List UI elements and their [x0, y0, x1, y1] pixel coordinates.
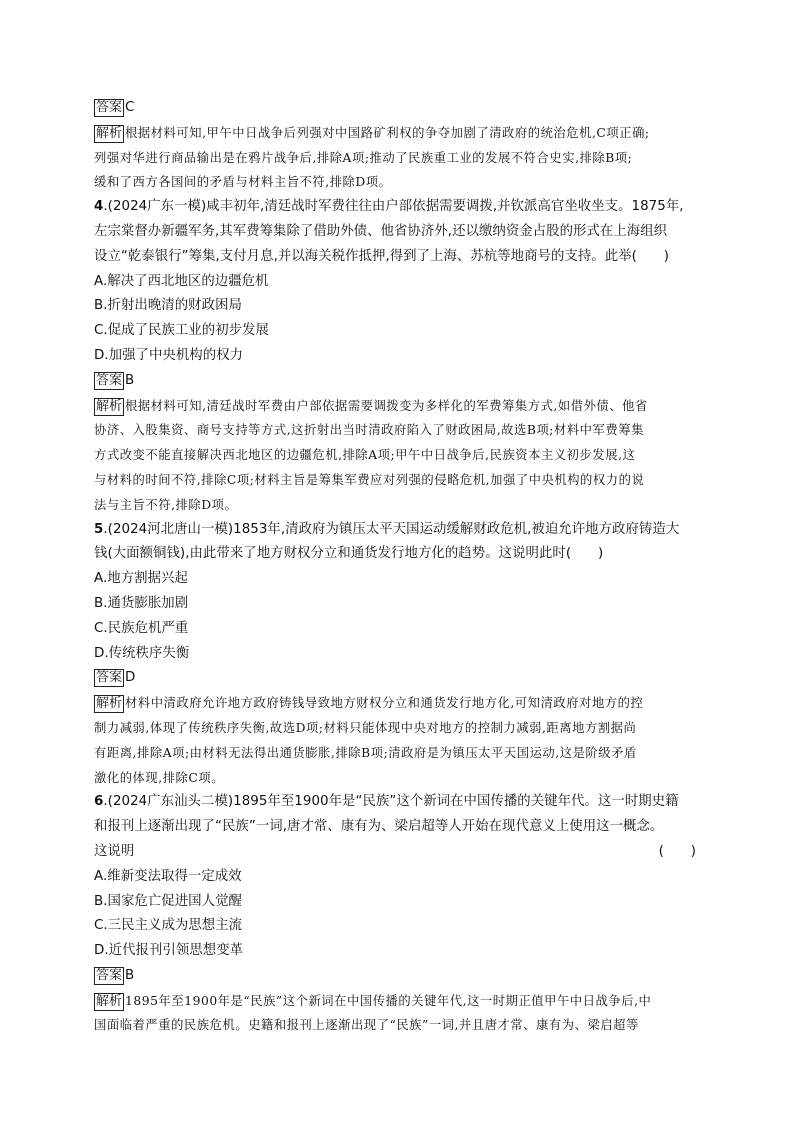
- answer-tag: 答案: [96, 372, 123, 388]
- option-d: D.传统秩序失衡: [94, 645, 190, 661]
- answer-value: D: [125, 670, 136, 686]
- option-c: C.民族危机严重: [94, 620, 189, 636]
- answer-tag: 答案: [96, 670, 123, 686]
- answer-tag: 答案: [96, 967, 123, 983]
- question-stem-line: 钱(大面额铜钱),由此带来了地方财权分立和通货发行地方化的趋势。这说明此时( ): [94, 546, 604, 562]
- option-a: A.解决了西北地区的边疆危机: [94, 273, 269, 289]
- option-d: D.加强了中央机构的权力: [94, 347, 244, 363]
- option-a: A.地方割据兴起: [94, 571, 188, 587]
- option-b: B.国家危亡促进国人觉醒: [94, 893, 242, 909]
- option-d: D.近代报刊引领思想变革: [94, 943, 244, 959]
- question-stem-line: 6.(2024广东汕头二模)1895年至1900年是“民族”这个新词在中国传播的关键年代。这一时期史籍: [94, 794, 679, 810]
- answer-row: [94, 666, 702, 691]
- option-c: C.促成了民族工业的初步发展: [94, 323, 269, 339]
- answer-row: [94, 964, 702, 989]
- analysis-tag: 解析: [96, 125, 123, 141]
- analysis-tag: 解析: [96, 993, 123, 1009]
- question-number: 6: [94, 794, 104, 810]
- option-b: B.通货膨胀加剧: [94, 595, 189, 611]
- option-a: A.维新变法取得一定成效: [94, 868, 242, 884]
- analysis-line: 制力减弱,体现了传统秩序失衡,故选D项;材料只能体现中央对地方的控制力减弱,距离地方割据尚: [94, 720, 637, 735]
- answer-row: [94, 369, 702, 394]
- answer-paren: ( ): [658, 843, 696, 859]
- analysis-tag: 解析: [96, 398, 123, 414]
- document-page: [94, 96, 702, 1038]
- analysis-line: 与材料的时间不符,排除C项;材料主旨是筹集军费应对列强的侵略危机,加强了中央机构的权力的说: [94, 472, 645, 487]
- answer-tag: 答案: [96, 100, 123, 115]
- analysis-line: 解析 材料中清政府允许地方政府铸钱导致地方财权分立和通货发行地方化,可知清政府对地方的控: [96, 696, 644, 712]
- question-stem-line: 这说明 ( ): [94, 840, 702, 865]
- analysis-line: 有距离,排除A项;由材料无法得出通货膨胀,排除B项;清政府是为镇压太平天国运动,这是阶级矛盾: [94, 745, 637, 760]
- answer-value: C: [125, 100, 135, 115]
- analysis-tag: 解析: [96, 696, 123, 712]
- analysis-line: 列强对华进行商品输出是在鸦片战争后,排除A项;推动了民族重工业的发展不符合史实,排除B项;: [94, 150, 633, 165]
- analysis-line: 方式改变不能直接解决西北地区的边疆危机,排除A项;甲午中日战争后,民族资本主义初步发展,这: [94, 448, 636, 463]
- analysis-line: 国面临着严重的民族危机。史籍和报刊上逐渐出现了“民族”一词,并且唐才常、康有为、梁启超等: [94, 1018, 639, 1033]
- analysis-line: 协济、入股集资、商号支持等方式,这折射出当时清政府陷入了财政困局,故选B项;材料中军费筹集: [94, 423, 644, 438]
- analysis-line: 缓和了西方各国间的矛盾与材料主旨不符,排除D项。: [94, 175, 392, 190]
- question-number: 4: [94, 199, 104, 215]
- analysis-line: 法与主旨不符,排除D项。: [94, 497, 238, 512]
- analysis-line: 解析 根据材料可知,甲午中日战争后列强对中国路矿利权的争夺加剧了清政府的统治危机,C项正确;: [96, 125, 650, 141]
- analysis-line: 解析 1895年至1900年是“民族”这个新词在中国传播的关键年代,这一时期正值甲午中日战争后,中: [96, 993, 652, 1009]
- analysis-line: 激化的体现,排除C项。: [94, 770, 225, 785]
- answer-value: B: [125, 967, 135, 983]
- question-stem-line: 和报刊上逐渐出现了“民族”一词,唐才常、康有为、梁启超等人开始在现代意义上使用这一概念。: [94, 819, 664, 835]
- question-number: 5: [94, 521, 104, 537]
- question-stem-line: 4.(2024广东一模)咸丰初年,清廷战时军费往往由户部依据需要调拨,并钦派高官坐收坐支。1875年,: [94, 199, 684, 215]
- question-stem-line: 左宗棠督办新疆军务,其军费筹集除了借助外债、他省协济外,还以缴纳资金占股的形式在上海组织: [94, 223, 668, 239]
- answer-value: B: [125, 372, 135, 388]
- option-b: B.折射出晚清的财政困局: [94, 298, 242, 314]
- question-stem-line: 设立“乾泰银行”筹集,支付月息,并以海关税作抵押,得到了上海、苏杭等地商号的支持。此举( ): [94, 248, 670, 264]
- answer-row: [94, 96, 702, 121]
- question-stem-line: 5.(2024河北唐山一模)1853年,清政府为镇压太平天国运动缓解财政危机,被迫允许地方政府铸造大: [94, 521, 680, 537]
- option-c: C.三民主义成为思想主流: [94, 918, 243, 934]
- analysis-line: 解析 根据材料可知,清廷战时军费由户部依据需要调拨变为多样化的军费筹集方式,如借外债、他省: [96, 398, 648, 414]
